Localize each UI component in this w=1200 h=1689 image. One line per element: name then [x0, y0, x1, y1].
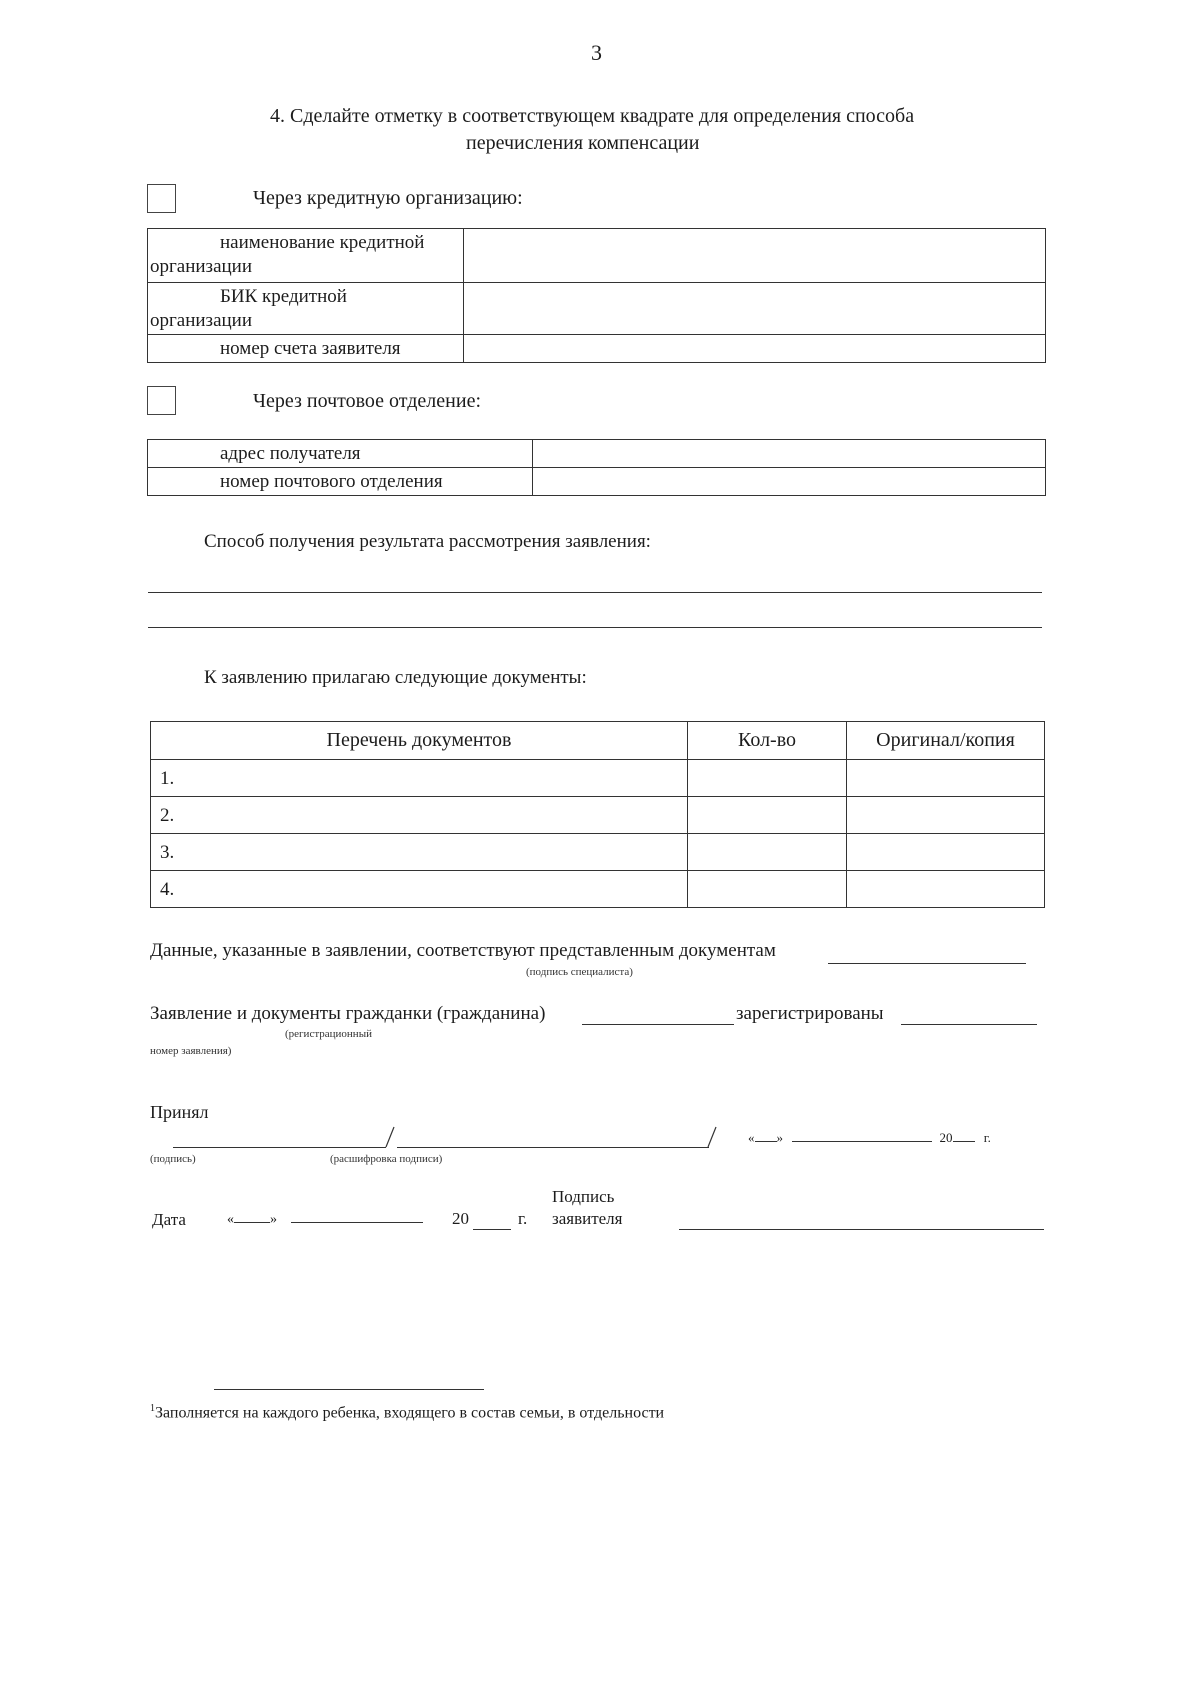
attachments-table	[150, 721, 1045, 908]
post-office-option-label: Через почтовое отделение:	[253, 390, 482, 412]
post-office-table	[147, 439, 1046, 496]
attachments-header-qty: Кол-во	[688, 722, 847, 760]
page-number: 3	[591, 40, 602, 65]
applicant-date-open-quote: «	[227, 1212, 234, 1227]
verification-text: Данные, указанные в заявлении, соответствуют представленным документам	[150, 940, 776, 961]
registration-number-line[interactable]	[582, 1024, 734, 1025]
credit-org-bik-field[interactable]	[464, 283, 1046, 335]
credit-org-name-label: наименование кредитной	[220, 232, 425, 253]
section4-heading-line2: перечисления компенсации	[466, 132, 700, 154]
attachment-type-cell[interactable]	[847, 834, 1045, 871]
credit-org-checkbox[interactable]	[147, 184, 176, 213]
credit-org-name-label-2: организации	[150, 256, 253, 277]
accepted-transcript-line[interactable]	[397, 1147, 709, 1148]
attachment-qty-cell[interactable]	[688, 797, 847, 834]
accepted-label: Принял	[150, 1102, 209, 1122]
applicant-signature-line[interactable]	[679, 1229, 1044, 1230]
credit-org-option-label: Через кредитную организацию:	[253, 187, 523, 209]
applicant-year-prefix: 20	[452, 1209, 469, 1228]
accepted-year-field[interactable]	[953, 1141, 975, 1142]
specialist-signature-line[interactable]	[828, 963, 1026, 964]
accepted-date-close-quote: »	[776, 1130, 783, 1145]
attachment-type-cell[interactable]	[847, 760, 1045, 797]
recipient-address-label: адрес получателя	[220, 443, 361, 464]
attachment-type-cell[interactable]	[847, 871, 1045, 908]
footnote-text: Заполняется на каждого ребенка, входящего в состав семьи, в отдельности	[155, 1404, 665, 1422]
footnote	[150, 1403, 664, 1422]
attachments-header-list: Перечень документов	[151, 722, 688, 760]
post-office-number-label-cell	[148, 468, 533, 496]
slash-divider	[706, 1126, 718, 1148]
applicant-day-field[interactable]	[234, 1222, 270, 1223]
attachment-row-number: 4.	[160, 878, 175, 900]
applicant-date-close-quote: »	[270, 1212, 277, 1227]
registration-caption-2: номер заявления)	[150, 1045, 232, 1057]
specialist-signature-caption: (подпись специалиста)	[526, 966, 633, 978]
applicant-year-suffix: г.	[518, 1209, 528, 1228]
accepted-month-field[interactable]	[792, 1141, 932, 1142]
credit-org-table	[147, 228, 1046, 363]
attachment-row-number: 2.	[160, 804, 175, 826]
registration-text-a: Заявление и документы гражданки (гражданина)	[150, 1003, 546, 1024]
attachment-qty-cell[interactable]	[688, 834, 847, 871]
attachments-intro: К заявлению прилагаю следующие документы:	[204, 667, 587, 688]
recipient-address-field[interactable]	[533, 440, 1046, 468]
section4-heading-line1: 4. Сделайте отметку в соответствующем квадрате для определения способа	[270, 105, 915, 127]
post-office-checkbox[interactable]	[147, 386, 176, 415]
result-method-label: Способ получения результата рассмотрения заявления:	[204, 531, 651, 552]
applicant-signature-label-2: заявителя	[552, 1209, 623, 1228]
attachment-doc-cell[interactable]	[151, 834, 688, 871]
accepted-signature-line[interactable]	[173, 1147, 386, 1148]
accepted-transcript-caption: (расшифровка подписи)	[330, 1153, 443, 1165]
credit-org-bik-label: БИК кредитной	[220, 286, 347, 307]
post-office-number-label: номер почтового отделения	[220, 471, 443, 492]
attachment-row-number: 3.	[160, 841, 175, 863]
applicant-year-field[interactable]	[473, 1229, 511, 1230]
applicant-signature-label-1: Подпись	[552, 1187, 615, 1206]
accepted-year-suffix: г.	[983, 1130, 991, 1145]
accepted-signature-caption: (подпись)	[150, 1153, 196, 1165]
attachment-qty-cell[interactable]	[688, 760, 847, 797]
credit-org-bik-label-cell	[148, 283, 464, 335]
registration-date-line[interactable]	[901, 1024, 1037, 1025]
slash-divider	[384, 1126, 396, 1148]
result-method-line-2[interactable]	[148, 627, 1042, 628]
applicant-date	[227, 1212, 423, 1228]
post-office-number-field[interactable]	[533, 468, 1046, 496]
attachment-type-cell[interactable]	[847, 797, 1045, 834]
credit-org-name-label-cell	[148, 229, 464, 283]
accepted-date-open-quote: «	[748, 1130, 755, 1145]
attachment-doc-cell[interactable]	[151, 760, 688, 797]
accepted-day-field[interactable]	[755, 1141, 777, 1142]
registration-caption-1: (регистрационный	[285, 1028, 372, 1040]
accepted-year-prefix: 20	[939, 1130, 953, 1145]
attachment-doc-cell[interactable]	[151, 797, 688, 834]
credit-org-name-field[interactable]	[464, 229, 1046, 283]
recipient-address-label-cell	[148, 440, 533, 468]
applicant-month-field[interactable]	[291, 1222, 423, 1223]
attachment-qty-cell[interactable]	[688, 871, 847, 908]
account-number-label: номер счета заявителя	[220, 338, 401, 359]
footnote-marker: 1	[150, 1403, 155, 1414]
account-number-label-cell	[148, 335, 464, 363]
attachment-doc-cell[interactable]	[151, 871, 688, 908]
account-number-field[interactable]	[464, 335, 1046, 363]
accepted-date	[748, 1130, 991, 1146]
footnote-separator	[214, 1389, 484, 1390]
attachments-header-type: Оригинал/копия	[847, 722, 1045, 760]
credit-org-bik-label-2: организации	[150, 310, 253, 331]
attachment-row-number: 1.	[160, 767, 175, 789]
registration-text-b: зарегистрированы	[736, 1003, 884, 1024]
result-method-line-1[interactable]	[148, 592, 1042, 593]
applicant-date-label: Дата	[152, 1210, 186, 1229]
